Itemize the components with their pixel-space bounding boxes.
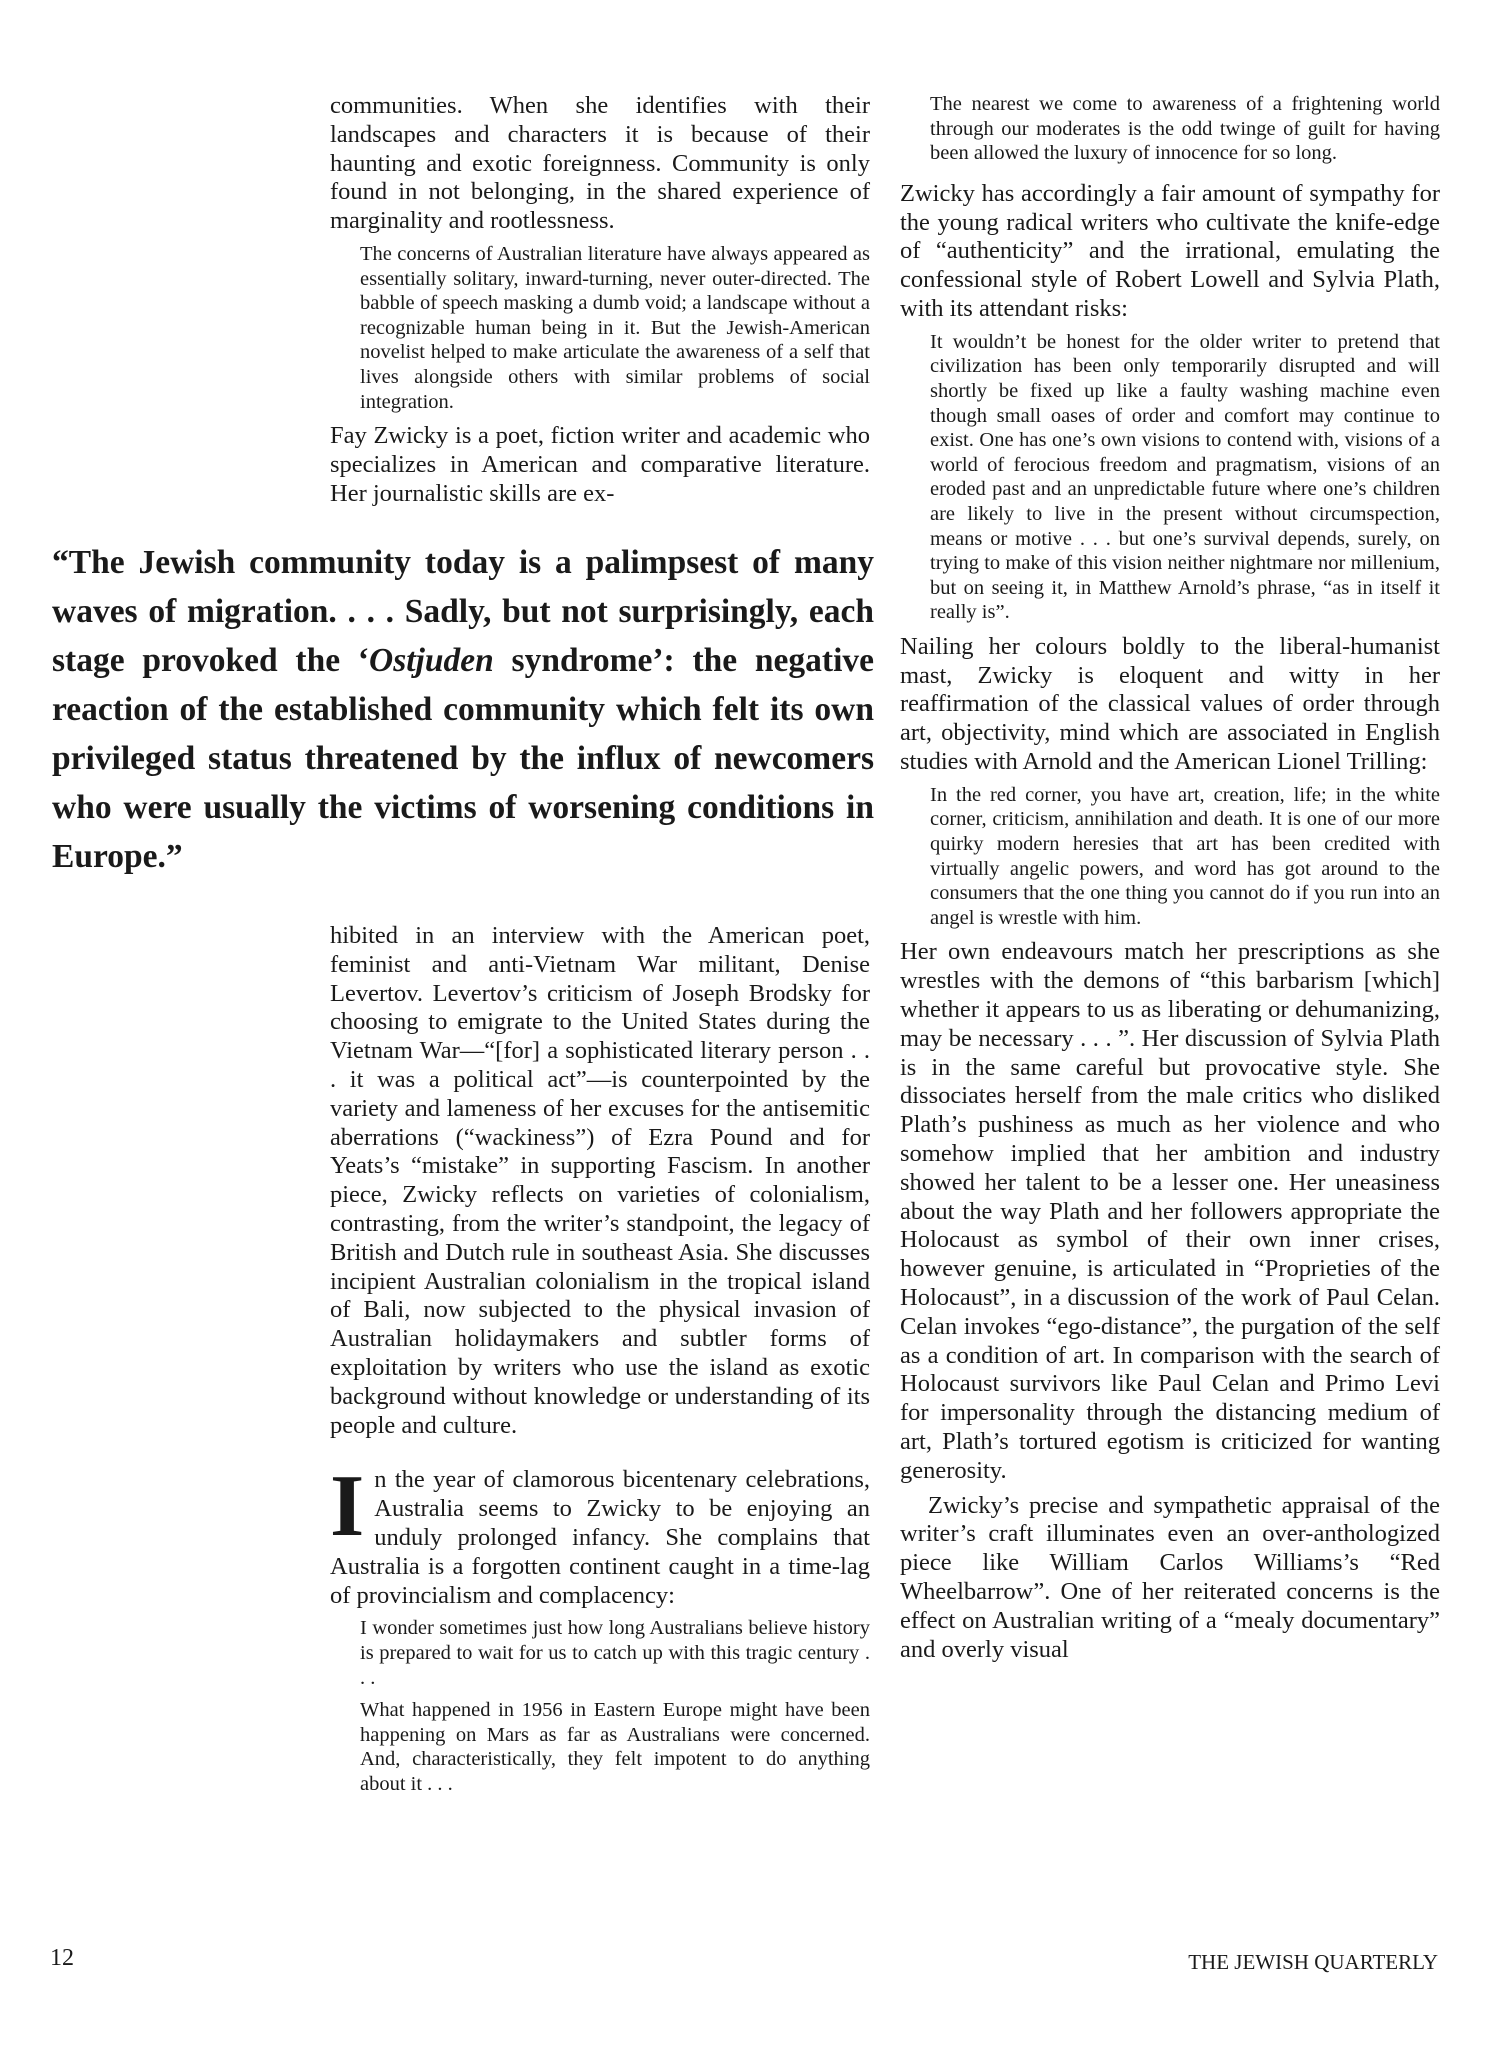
paragraph: communities. When she identifies with their landscapes and characters it is because of their haunting and exotic foreignness. Community is only found in not belonging, in the shared experience of marginality and rootlessness. [330,92,870,235]
pull-quote [52,538,874,881]
block-quote: The nearest we come to awareness of a frightening world through our moderates is the odd twinge of guilt for having been allowed the luxury of innocence for so long. [930,93,1440,165]
block-quote: In the red corner, you have art, creation, life; in the white corner, criticism, annihilation and death. It is one of our more quirky modern heresies that art has been credited with virtually angelic powers, and word has got around to the consumers that the one thing you cannot do if you run into an angel is wrestle with him. [930,783,1440,929]
paragraph: Fay Zwicky is a poet, fiction writer and academic who specializes in American and comparative literature. Her journalistic skills are ex- [330,422,870,507]
block-quote: What happened in 1956 in Eastern Europe might have been happening on Mars as far as Australians were concerned. And, characteristically, they felt impotent to do anything about it . . . [360,1699,870,1795]
paragraph: Nailing her colours boldly to the liberal-humanist mast, Zwicky is eloquent and witty in her reaffirmation of the classical values of order through art, objectivity, mind which are associated in English studies with Arnold and the American Lionel Trilling: [900,632,1440,776]
paragraph: hibited in an interview with the American poet, feminist and anti-Vietnam War militant, Denise Levertov. Levertov’s criticism of Joseph Brodsky for choosing to emigrate to the United States during the Vietnam War—“[for] a sophisticated literary person . . . it was a political act”—is counterpointed by the variety and lameness of her excuses for the antisemitic aberrations (“wackiness”) of Ezra Pound and for Yeats’s “mistake” in supporting Fascism. In another piece, Zwicky reflects on varieties of colonialism, contrasting, from the writer’s standpoint, the legacy of British and Dutch rule in southeast Asia. She discusses incipient Australian colonialism in the tropical island of Bali, now subjected to the physical invasion of Australian holidaymakers and subtler forms of exploitation by writers who use the island as exotic background without knowledge or understanding of its people and culture. [330,922,870,1439]
block-quote: I wonder sometimes just how long Australians believe history is prepared to wait for us to catch up with this tragic century . . . [360,1617,870,1689]
pull-quote-text: syndrome’: the negative reaction of the established community which felt its own privileged status threatened by the influx of newcomers who were usually the victims of worsening conditions in Europe.” [52,642,874,875]
block-quote: It wouldn’t be honest for the older writer to pretend that civilization has been only temporarily disrupted and will shortly be fixed up like a faulty washing machine even though small oases of order and comfort may continue to exist. One has one’s own visions to contend with, visions of a world of ferocious freedom and pragmatism, visions of an eroded past and an unpredictable future where one’s children are likely to live in the present without circumspection, means or motive . . . but one’s survival depends, surely, on trying to make of this vision neither nightmare nor millenium, but on seeing it, in Matthew Arnold’s phrase, “as in itself it really is”. [930,330,1440,624]
block-quote: The concerns of Australian literature have always appeared as essentially solitary, inward-turning, never outer-directed. The babble of speech masking a dumb void; a landscape without a recognizable human being in it. But the Jewish-American novelist helped to make articulate the awareness of a self that lives alongside others with similar problems of social integration. [360,242,870,413]
page-number: 12 [50,1945,74,1971]
drop-cap: I [330,1458,365,1556]
paragraph: Her own endeavours match her prescriptions as she wrestles with the demons of “this barbarism [which] whether it appears to us as liberating or dehumanizing, may be necessary . . . ”. Her discussion of Sylvia Plath is in the same careful but provocative style. She dissociates herself from the male critics who disliked Plath’s pushiness as much as her violence and who somehow implied that her ambition and industry showed her talent to be a lesser one. Her uneasiness about the way Plath and her followers appropriate the Holocaust as symbol of their own inner crises, however genuine, is articulated in “Proprieties of the Holocaust”, in a discussion of the work of Paul Celan. Celan invokes “ego-distance”, the purgation of the self as a condition of art. In comparison with the search of Holocaust survivors like Paul Celan and Primo Levi for impersonality through the distancing medium of art, Plath’s tortured egotism is criticized for wanting generosity. [900,938,1440,1484]
paragraph: Zwicky has accordingly a fair amount of sympathy for the young radical writers who cultivate the knife-edge of “authenticity” and the irrational, emulating the confessional style of Robert Lowell and Sylvia Plath, with its attendant risks: [900,179,1440,322]
paragraph: Zwicky’s precise and sympathetic appraisal of the writer’s craft illuminates even an over-anthologized piece like William Carlos Williams’s “Red Wheelbarrow”. One of her reiterated concerns is the effect on Australian writing of a “mealy documentary” and overly visual [900,1491,1440,1663]
left-column-top [330,92,870,515]
paragraph [330,1458,870,1610]
paragraph-text: n the year of clamorous bicentenary celebrations, Australia seems to Zwicky to be enjoying an unduly prolonged infancy. She complains that Australia is a forgotten continent caught in a time-lag of provincialism and complacency: [330,1466,870,1609]
publication-name: THE JEWISH QUARTERLY [1188,1950,1438,1974]
pull-quote-italic: Ostjuden [369,642,494,679]
pull-quote-text: “The Jewish community today is a palimpsest of many waves of migration. . . . Sadly, but not surprisingly, each stage provoked the ‘ [52,544,874,679]
left-column-bottom [330,922,870,1804]
right-column [900,92,1440,1670]
